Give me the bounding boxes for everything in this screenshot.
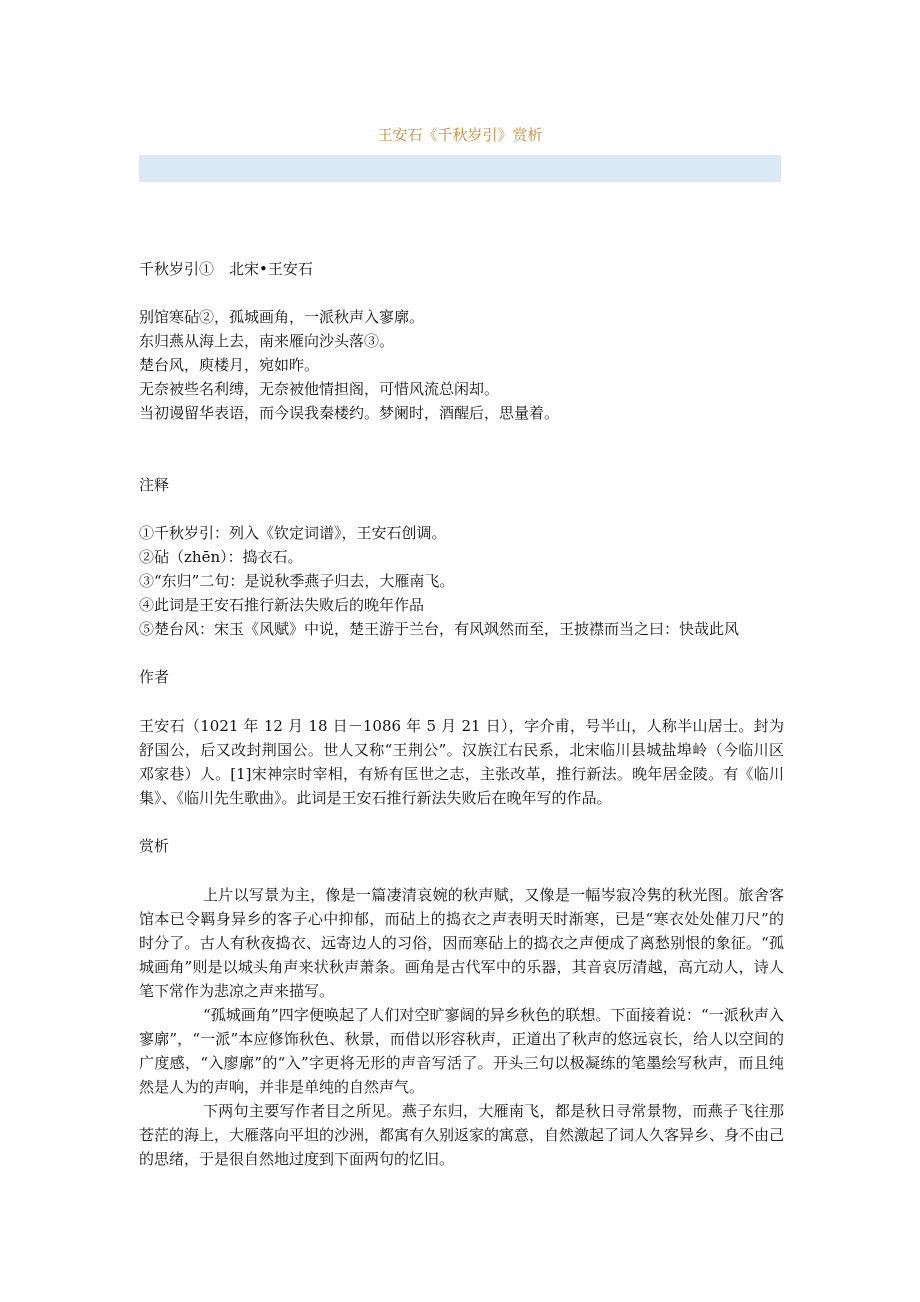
poem-heading-text: 千秋岁引① 北宋•王安石 (139, 260, 313, 278)
poem-line: 楚台风，庾楼月，宛如昨。 (139, 356, 320, 374)
analysis-body (139, 883, 784, 1171)
poem-line: 东归燕从海上去，南来雁向沙头落③。 (139, 332, 395, 350)
author-heading-text: 作者 (139, 668, 170, 686)
note-item: ④此词是王安石推行新法失败后的晚年作品 (139, 596, 425, 614)
note-item: ①千秋岁引：列入《钦定词谱》，王安石创调。 (139, 524, 447, 542)
note-item: ②砧（zhēn）：捣衣石。 (139, 548, 303, 566)
notes-heading (139, 473, 784, 497)
notes-list (139, 521, 784, 641)
document-title: 王安石《千秋岁引》赏析 (377, 126, 543, 144)
poem-body (139, 305, 784, 425)
poem-line: 无奈被些名利缚，无奈被他情担阁，可惜风流总闲却。 (139, 380, 500, 398)
analysis-paragraph: “孤城画角”四字便唤起了人们对空旷寥阔的异乡秋色的联想。下面接着说：“一派秋声入寥廓”，“一派”本应修饰秋色、秋景，而借以形容秋声，正道出了秋声的悠远哀长，给人以空间的广度感，“入廖廓”的“入”字更将无形的声音写活了。开头三句以极凝练的笔墨绘写秋声，而且纯然是人为的声响，并非是单纯的自然声气。 (139, 1006, 784, 1096)
analysis-heading (139, 834, 784, 858)
title-divider-band (139, 155, 781, 182)
author-heading (139, 665, 784, 689)
analysis-paragraph: 下两句主要写作者目之所见。燕子东归，大雁南飞，都是秋日寻常景物，而燕子飞往那苍茫的海上，大雁落向平坦的沙洲，都寓有久别返家的寓意，自然激起了词人久客异乡、身不由己的思绪，于是很自然地过度到下面两句的忆旧。 (139, 1102, 785, 1168)
poem-line: 当初谩留华表语，而今误我秦楼约。梦阑时，酒醒后，思量着。 (139, 404, 560, 422)
note-item: ⑤楚台风：宋玉《风赋》中说，楚王游于兰台，有风飒然而至，王披襟而当之曰：快哉此风 (139, 620, 740, 638)
poem-heading (139, 257, 784, 281)
note-item: ③“东归”二句：是说秋季燕子归去，大雁南飞。 (139, 572, 455, 590)
notes-heading-text: 注释 (139, 476, 170, 494)
analysis-heading-text: 赏析 (139, 837, 170, 855)
author-paragraph: 王安石（1021 年 12 月 18 日－1086 年 5 月 21 日），字介甫，号半山，人称半山居士。封为舒国公，后又改封荆国公。世人又称“王荆公”。汉族江右民系，北宋临川县城盐埠岭（今临川区邓家巷）人。[1]宋神宗时宰相，有矫有匡世之志，主张改革，推行新法。晚年居金陵。有《临川集》、《临川先生歌曲》。此词是王安石推行新法失败后在晚年写的作品。 (139, 717, 784, 807)
analysis-paragraph: 上片以写景为主，像是一篇凄清哀婉的秋声赋，又像是一幅岑寂冷隽的秋光图。旅舍客馆本已令羁身异乡的客子心中抑郁，而砧上的捣衣之声表明天时渐寒，已是“寒衣处处催刀尺”的时分了。古人有秋夜捣衣、远寄边人的习俗，因而寒砧上的捣衣之声便成了离愁别恨的象征。“孤城画角”则是以城头角声来状秋声萧条。画角是古代军中的乐器，其音哀厉清越，高亢动人，诗人笔下常作为悲凉之声来描写。 (139, 886, 784, 1000)
poem-line: 别馆寒砧②，孤城画角，一派秋声入寥廓。 (139, 308, 425, 326)
